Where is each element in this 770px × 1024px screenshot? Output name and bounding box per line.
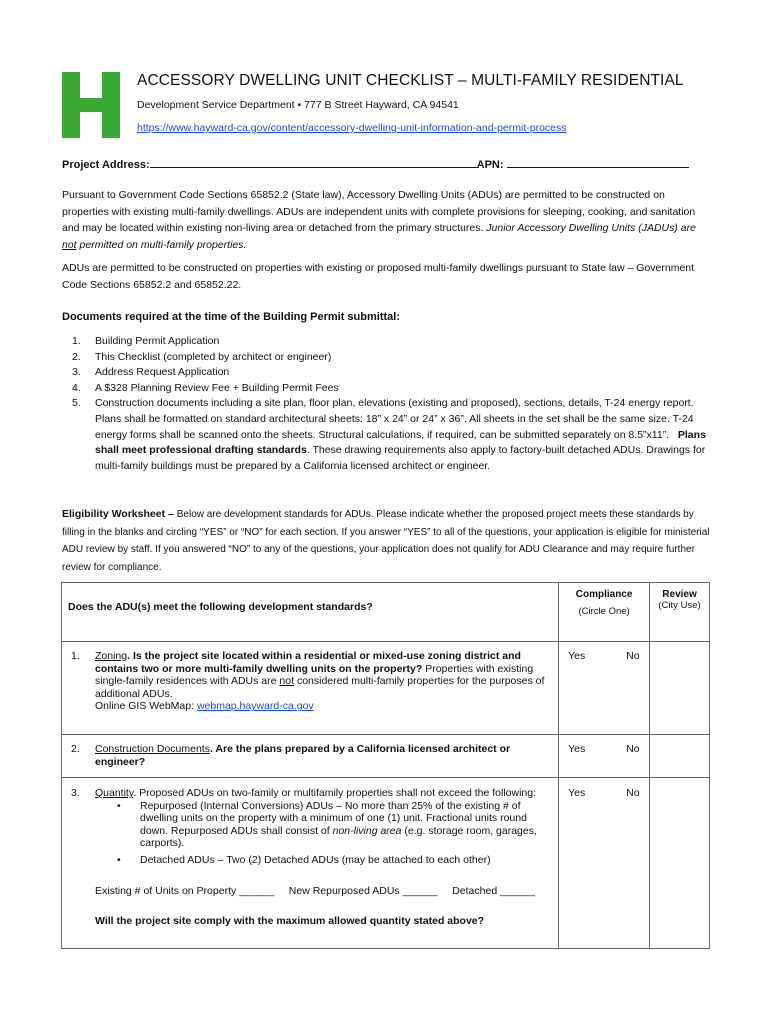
- compliance-header: Compliance (Circle One): [559, 583, 650, 642]
- no-option[interactable]: No: [626, 650, 640, 662]
- list-item: • Repurposed (Internal Conversions) ADUs – No more than 25% of the existing # of dwelling units on the property with a minimum of one (1) unit. Fractional units round down. Repurposed ADUs shall consist of non-living area (e.g. storage room, garages, carports).: [117, 799, 537, 850]
- jadu-not: not: [62, 238, 77, 251]
- review-header: Review (City Use): [650, 583, 710, 642]
- intro-paragraph-2: ADUs are permitted to be constructed on properties with existing or proposed multi-family dwellings pursuant to State law – Government Code Sections 65852.2 and 65852.22.: [62, 262, 695, 291]
- review-cell: [650, 778, 710, 949]
- eligibility-text: Below are development standards for ADUs. Please indicate whether the proposed project meets these standards by filling in the blanks and circling “YES” or “NO” for each section. If you answer “YES” to all of the questions, your application is eligible for ministerial ADU review by staff. If you answered “NO” to any of the questions, your application does not qualify for ADU Clearance and may require further review for compliance.: [62, 509, 710, 573]
- documents-heading: Documents required at the time of the Building Permit submittal:: [62, 311, 400, 323]
- quantity-bullets: [95, 800, 550, 867]
- info-url-link[interactable]: https://www.hayward-ca.gov/content/accessory-dwelling-unit-information-and-permit-process: [137, 122, 567, 134]
- eligibility-paragraph: [62, 506, 712, 576]
- jadu-text-a: Junior Accessory Dwelling Units (JADUs) are: [486, 222, 696, 234]
- detached-adus-field[interactable]: Detached ______: [452, 884, 536, 897]
- existing-units-field[interactable]: Existing # of Units on Property ______: [95, 884, 275, 897]
- table-row: [62, 778, 710, 949]
- review-cell: [650, 735, 710, 778]
- compliance-cell[interactable]: [559, 778, 650, 949]
- list-item: 2. This Checklist (completed by architect or engineer): [72, 350, 332, 363]
- project-address-field[interactable]: [150, 156, 477, 168]
- repurposed-adus-field[interactable]: New Repurposed ADUs ______: [288, 884, 438, 897]
- eligibility-table: [61, 582, 710, 949]
- intro-paragraph-1: [62, 187, 712, 253]
- yes-option[interactable]: Yes: [568, 650, 586, 662]
- list-item: 1. Building Permit Application: [72, 335, 220, 347]
- project-address-row: [62, 156, 689, 171]
- eligibility-label: Eligibility Worksheet –: [62, 508, 174, 520]
- quantity-final-question: Will the project site comply with the maximum allowed quantity stated above?: [95, 915, 485, 928]
- documents-list: [62, 334, 712, 474]
- intro-text: Pursuant to Government Code Sections 65852.2 (State law), Accessory Dwelling Units (ADUs) are permitted to be constructed on properties with existing multi-family dwellings. ADUs are independent units with complete provisions for sleeping, cooking, and sanitation and may be located within existing non-living area or detached from the primary structures.: [62, 189, 696, 234]
- apn-label: APN:: [476, 159, 504, 171]
- question-zoning: 1. Zoning. Is the project site located within a residential or mixed-use zoning district and contains two or more multi-family dwelling units on the property? Properties with existing single-family residences with ADUs are not considered multi-family properties for the purposes of additional ADUs. Online GIS WebMap: webmap.hayward-ca.gov: [71, 650, 545, 713]
- compliance-cell[interactable]: [559, 735, 650, 778]
- review-cell: [650, 642, 710, 735]
- page-title: ACCESSORY DWELLING UNIT CHECKLIST – MULTI-FAMILY RESIDENTIAL: [137, 72, 684, 89]
- compliance-cell[interactable]: [559, 642, 650, 735]
- list-item: 5. Construction documents including a site plan, floor plan, elevations (existing and proposed), sections, details, T-24 energy report. Plans shall be formatted on standard architectural sheets: 18” x 24” or 24” x 36”. All sheets in the set shall be the same size. T-24 energy forms shall be scanned onto the sheets. Structural calculations, if required, can be submitted separately on 8.5”x11”. Plans shall meet professional drafting standards. These drawing requirements also apply to factory-built detached ADUs. Drawings for multi-family buildings must be prepared by a California licensed architect or engineer.: [72, 397, 706, 472]
- unit-counts-row: [95, 885, 550, 898]
- no-option[interactable]: No: [626, 787, 640, 799]
- table-row: [62, 735, 710, 778]
- yes-option[interactable]: Yes: [568, 743, 586, 755]
- list-item: • Detached ADUs – Two (2) Detached ADUs (may be attached to each other): [117, 853, 491, 866]
- question-header: Does the ADU(s) meet the following development standards?: [62, 583, 559, 642]
- project-address-label: Project Address:: [62, 159, 150, 171]
- jadu-text-b: permitted on multi-family properties.: [79, 238, 247, 251]
- department-address: Development Service Department • 777 B Street Hayward, CA 94541: [137, 99, 459, 111]
- list-item: 3. Address Request Application: [72, 366, 230, 379]
- question-quantity: 3. Quantity. Proposed ADUs on two-family or multifamily properties shall not exceed the following: • Repurposed (Internal Conversions) ADUs – No more than 25% of the existing # of dwelling units on the property with a minimum of one (1) unit. Fractional units round down. Repurposed ADUs shall consist of non-living area (e.g. storage room, garages, carports). • Detached ADUs – Two (2) Detached ADUs (may be attached to each other) Existing # of Units on Property ______ New Repurposed ADUs ______ Detached ______ Will the project site comply with the maximum allowed quantity stated above?: [62, 787, 558, 928]
- list-item: 4. A $328 Planning Review Fee + Building Permit Fees: [72, 381, 339, 394]
- apn-field[interactable]: [507, 156, 689, 168]
- no-option[interactable]: No: [626, 743, 640, 755]
- gis-webmap-link[interactable]: webmap.hayward-ca.gov: [196, 700, 314, 713]
- table-row: [62, 642, 710, 735]
- hayward-h-logo: [62, 72, 120, 138]
- table-header-row: [62, 583, 710, 642]
- question-construction-documents: 2. Construction Documents. Are the plans prepared by a California licensed architect or engineer?: [71, 743, 511, 768]
- yes-option[interactable]: Yes: [568, 787, 586, 799]
